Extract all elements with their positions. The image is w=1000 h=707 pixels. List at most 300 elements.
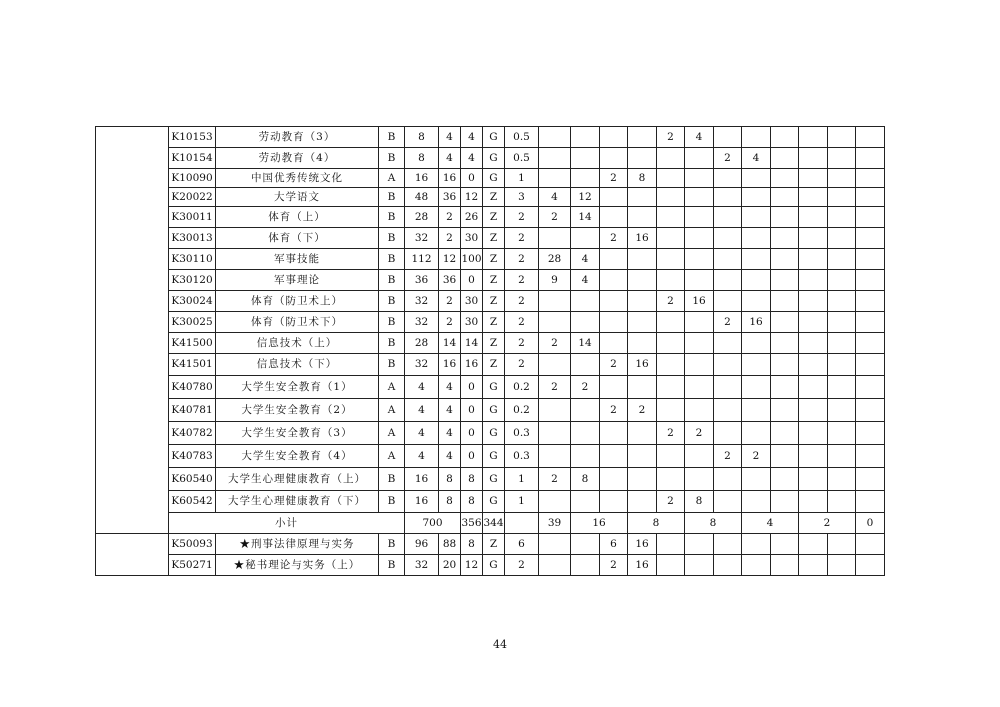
semester-cell-s1a [539,148,571,169]
semester-cell-s2b [628,422,657,445]
subtotal-semester-2: 8 [628,513,685,534]
semester-cell-s2a: 2 [600,228,628,249]
course-name: 劳动教育（4） [216,148,379,169]
semester-cell-s3a [657,399,685,422]
semester-cell-s2b [628,148,657,169]
semester-cell-s5b [799,127,828,148]
semester-cell-s5a [771,228,799,249]
subtotal-credits: 39 [539,513,571,534]
practice-hours: 0 [461,270,483,291]
semester-cell-s4b [742,249,771,270]
semester-cell-s6b [856,312,885,333]
subtotal-practice: 344 [483,513,505,534]
semester-cell-s6b [856,249,885,270]
credits: 2 [505,354,539,376]
practice-hours: 26 [461,207,483,228]
semester-cell-s6b [856,534,885,555]
semester-cell-s2b [628,270,657,291]
semester-cell-s1a [539,354,571,376]
semester-cell-s2b: 16 [628,555,657,576]
course-name: 信息技术（上） [216,333,379,354]
semester-cell-s3a [657,468,685,491]
course-kind: Z [483,188,505,207]
semester-cell-s3a [657,312,685,333]
subtotal-theory: 356 [461,513,483,534]
semester-cell-s3b [685,399,714,422]
semester-cell-s3a [657,148,685,169]
semester-cell-s4b: 16 [742,312,771,333]
credits: 2 [505,249,539,270]
semester-cell-s1a [539,228,571,249]
semester-cell-s3a [657,354,685,376]
total-hours: 32 [405,228,439,249]
course-name: ★秘书理论与实务（上） [216,555,379,576]
theory-hours: 4 [439,422,461,445]
semester-cell-s4a [714,228,742,249]
semester-cell-s1a: 2 [539,468,571,491]
table-row [96,333,885,354]
semester-cell-s1a [539,534,571,555]
semester-cell-s6a [828,491,856,513]
semester-cell-s3b [685,249,714,270]
semester-cell-s5a [771,555,799,576]
course-kind: G [483,555,505,576]
semester-cell-s1b: 14 [571,207,600,228]
semester-cell-s5a [771,399,799,422]
semester-cell-s4b [742,422,771,445]
course-type: B [379,291,405,312]
semester-cell-s2b [628,127,657,148]
table-row [96,491,885,513]
course-name: 体育（防卫术下） [216,312,379,333]
course-kind: Z [483,291,505,312]
course-kind: G [483,127,505,148]
semester-cell-s1a [539,422,571,445]
semester-cell-s2a [600,249,628,270]
course-code: K40781 [169,399,216,422]
total-hours: 32 [405,354,439,376]
semester-cell-s5a [771,270,799,291]
semester-cell-s6a [828,445,856,468]
category-cell [96,127,169,534]
semester-cell-s5b [799,376,828,399]
semester-cell-s5a [771,468,799,491]
semester-cell-s1a [539,445,571,468]
course-code: K10090 [169,169,216,188]
semester-cell-s1a: 4 [539,188,571,207]
course-type: B [379,148,405,169]
semester-cell-s1b [571,422,600,445]
course-code: K10154 [169,148,216,169]
semester-cell-s1b [571,312,600,333]
practice-hours: 30 [461,291,483,312]
semester-cell-s2b [628,333,657,354]
semester-cell-s6b [856,354,885,376]
table-row [96,354,885,376]
semester-cell-s6b [856,291,885,312]
credits: 0.2 [505,376,539,399]
semester-cell-s4a [714,333,742,354]
semester-cell-s3b [685,188,714,207]
table-row [96,534,885,555]
semester-cell-s3b [685,354,714,376]
subtotal-semester-6: 0 [856,513,885,534]
table-row [96,312,885,333]
semester-cell-s4a [714,291,742,312]
credits: 0.3 [505,422,539,445]
course-schedule-table [95,126,885,576]
course-name: 军事技能 [216,249,379,270]
semester-cell-s6a [828,207,856,228]
semester-cell-s1b [571,169,600,188]
table-row [96,291,885,312]
semester-cell-s4a [714,376,742,399]
practice-hours: 0 [461,169,483,188]
semester-cell-s4b [742,270,771,291]
theory-hours: 4 [439,399,461,422]
theory-hours: 36 [439,270,461,291]
total-hours: 16 [405,491,439,513]
course-kind: G [483,445,505,468]
practice-hours: 0 [461,399,483,422]
course-type: B [379,555,405,576]
semester-cell-s5b [799,228,828,249]
subtotal-semester-1: 16 [571,513,628,534]
credits: 0.2 [505,399,539,422]
course-name: 劳动教育（3） [216,127,379,148]
semester-cell-s6a [828,249,856,270]
credits: 2 [505,333,539,354]
semester-cell-s4b [742,188,771,207]
semester-cell-s2a [600,291,628,312]
table-row [96,249,885,270]
course-name: ★刑事法律原理与实务 [216,534,379,555]
semester-cell-s4a [714,207,742,228]
semester-cell-s2b [628,312,657,333]
semester-cell-s5b [799,249,828,270]
semester-cell-s6b [856,127,885,148]
semester-cell-s5a [771,188,799,207]
semester-cell-s6a [828,555,856,576]
course-type: B [379,228,405,249]
course-type: B [379,188,405,207]
total-hours: 112 [405,249,439,270]
semester-cell-s3a [657,376,685,399]
semester-cell-s5b [799,491,828,513]
semester-cell-s2b [628,468,657,491]
semester-cell-s6b [856,148,885,169]
semester-cell-s3b [685,333,714,354]
semester-cell-s1a: 9 [539,270,571,291]
theory-hours: 8 [439,468,461,491]
table-row [96,468,885,491]
total-hours: 32 [405,312,439,333]
semester-cell-s6a [828,148,856,169]
semester-cell-s1a [539,491,571,513]
semester-cell-s6a [828,399,856,422]
semester-cell-s1b [571,534,600,555]
semester-cell-s3a [657,555,685,576]
semester-cell-s2a [600,188,628,207]
semester-cell-s1a [539,291,571,312]
theory-hours: 2 [439,207,461,228]
course-kind: G [483,169,505,188]
semester-cell-s5a [771,376,799,399]
semester-cell-s6a [828,468,856,491]
semester-cell-s3a: 2 [657,491,685,513]
semester-cell-s3b [685,468,714,491]
semester-cell-s4a [714,249,742,270]
semester-cell-s2b: 16 [628,228,657,249]
table-row [96,228,885,249]
course-type: A [379,169,405,188]
course-code: K30120 [169,270,216,291]
semester-cell-s5a [771,333,799,354]
course-code: K60540 [169,468,216,491]
semester-cell-s5b [799,207,828,228]
credits: 1 [505,169,539,188]
semester-cell-s5a [771,354,799,376]
semester-cell-s1a [539,169,571,188]
table-row [96,188,885,207]
semester-cell-s4b [742,207,771,228]
semester-cell-s2a [600,270,628,291]
course-code: K20022 [169,188,216,207]
semester-cell-s4b [742,468,771,491]
credits: 2 [505,207,539,228]
semester-cell-s5a [771,491,799,513]
theory-hours: 8 [439,491,461,513]
course-code: K41501 [169,354,216,376]
semester-cell-s4a [714,169,742,188]
course-type: B [379,249,405,270]
semester-cell-s3a [657,333,685,354]
semester-cell-s6a [828,333,856,354]
theory-hours: 14 [439,333,461,354]
semester-cell-s2b: 2 [628,399,657,422]
credits: 6 [505,534,539,555]
subtotal-row [96,513,885,534]
credits: 2 [505,312,539,333]
practice-hours: 12 [461,555,483,576]
subtotal-label: 小计 [169,513,405,534]
semester-cell-s2b [628,188,657,207]
practice-hours: 4 [461,148,483,169]
credits: 2 [505,228,539,249]
semester-cell-s2b [628,445,657,468]
total-hours: 8 [405,127,439,148]
credits: 1 [505,491,539,513]
practice-hours: 14 [461,333,483,354]
semester-cell-s3b [685,169,714,188]
semester-cell-s4b: 2 [742,445,771,468]
course-type: B [379,127,405,148]
table-row [96,422,885,445]
semester-cell-s1a: 2 [539,376,571,399]
credits: 0.5 [505,148,539,169]
semester-cell-s6b [856,188,885,207]
theory-hours: 36 [439,188,461,207]
semester-cell-s6a [828,291,856,312]
total-hours: 16 [405,468,439,491]
course-kind: Z [483,207,505,228]
semester-cell-s1a: 2 [539,207,571,228]
semester-cell-s4a: 2 [714,148,742,169]
practice-hours: 12 [461,188,483,207]
theory-hours: 2 [439,228,461,249]
semester-cell-s3a [657,207,685,228]
semester-cell-s1b [571,127,600,148]
theory-hours: 4 [439,127,461,148]
course-type: A [379,399,405,422]
semester-cell-s3b [685,148,714,169]
semester-cell-s6b [856,207,885,228]
semester-cell-s4b [742,534,771,555]
semester-cell-s2a [600,445,628,468]
semester-cell-s1b: 8 [571,468,600,491]
course-name: 中国优秀传统文化 [216,169,379,188]
semester-cell-s6b [856,228,885,249]
semester-cell-s1b: 4 [571,270,600,291]
subtotal-total: 700 [405,513,461,534]
course-code: K30025 [169,312,216,333]
semester-cell-s1a [539,127,571,148]
semester-cell-s3a [657,188,685,207]
table-row [96,445,885,468]
semester-cell-s6b [856,491,885,513]
course-type: B [379,333,405,354]
course-kind: G [483,148,505,169]
page-number: 44 [493,638,507,651]
semester-cell-s5b [799,354,828,376]
semester-cell-s5b [799,188,828,207]
semester-cell-s4a [714,534,742,555]
course-type: B [379,312,405,333]
course-kind: G [483,422,505,445]
course-code: K40782 [169,422,216,445]
semester-cell-s3a: 2 [657,127,685,148]
table-row [96,270,885,291]
semester-cell-s4b [742,169,771,188]
credits: 1 [505,468,539,491]
semester-cell-s3b [685,312,714,333]
semester-cell-s3b: 4 [685,127,714,148]
semester-cell-s1b [571,148,600,169]
semester-cell-s6b [856,376,885,399]
table-row [96,148,885,169]
semester-cell-s3a [657,445,685,468]
practice-hours: 8 [461,491,483,513]
table-row [96,169,885,188]
course-name: 体育（上） [216,207,379,228]
semester-cell-s3b: 16 [685,291,714,312]
semester-cell-s4a [714,188,742,207]
semester-cell-s5b [799,291,828,312]
semester-cell-s3a [657,270,685,291]
semester-cell-s1b: 2 [571,376,600,399]
semester-cell-s5b [799,169,828,188]
theory-hours: 88 [439,534,461,555]
semester-cell-s2a: 2 [600,399,628,422]
practice-hours: 4 [461,127,483,148]
semester-cell-s4a: 2 [714,445,742,468]
course-code: K40780 [169,376,216,399]
credits: 0.3 [505,445,539,468]
course-code: K30011 [169,207,216,228]
total-hours: 4 [405,422,439,445]
course-code: K30013 [169,228,216,249]
total-hours: 28 [405,207,439,228]
semester-cell-s6a [828,188,856,207]
semester-cell-s4b [742,333,771,354]
semester-cell-s1b [571,445,600,468]
semester-cell-s6b [856,422,885,445]
theory-hours: 4 [439,445,461,468]
semester-cell-s5b [799,534,828,555]
semester-cell-s2b: 16 [628,354,657,376]
semester-cell-s5b [799,468,828,491]
semester-cell-s4b [742,399,771,422]
semester-cell-s2a [600,422,628,445]
semester-cell-s2a [600,376,628,399]
semester-cell-s2a [600,312,628,333]
semester-cell-s6a [828,312,856,333]
course-code: K30024 [169,291,216,312]
course-kind: Z [483,354,505,376]
semester-cell-s3a [657,169,685,188]
course-name: 大学生安全教育（3） [216,422,379,445]
theory-hours: 4 [439,148,461,169]
semester-cell-s5a [771,148,799,169]
course-type: A [379,376,405,399]
total-hours: 4 [405,376,439,399]
semester-cell-s5b [799,399,828,422]
semester-cell-s5b [799,333,828,354]
semester-cell-s6b [856,169,885,188]
semester-cell-s1b: 4 [571,249,600,270]
semester-cell-s5a [771,534,799,555]
semester-cell-s4b [742,354,771,376]
subtotal-semester-4: 4 [742,513,799,534]
semester-cell-s4b [742,228,771,249]
semester-cell-s5a [771,291,799,312]
theory-hours: 12 [439,249,461,270]
semester-cell-s5b [799,148,828,169]
semester-cell-s5a [771,207,799,228]
semester-cell-s6a [828,127,856,148]
semester-cell-s3b [685,555,714,576]
table-row [96,127,885,148]
semester-cell-s1b [571,555,600,576]
semester-cell-s2b: 8 [628,169,657,188]
course-type: B [379,354,405,376]
category-cell [96,534,169,576]
semester-cell-s6b [856,333,885,354]
theory-hours: 16 [439,169,461,188]
semester-cell-s2a [600,468,628,491]
subtotal-kind [505,513,539,534]
semester-cell-s2b [628,249,657,270]
theory-hours: 16 [439,354,461,376]
semester-cell-s3a [657,534,685,555]
semester-cell-s6b [856,555,885,576]
course-name: 大学生安全教育（1） [216,376,379,399]
semester-cell-s4a [714,555,742,576]
semester-cell-s2a: 6 [600,534,628,555]
theory-hours: 2 [439,291,461,312]
semester-cell-s6a [828,534,856,555]
semester-cell-s1b: 14 [571,333,600,354]
